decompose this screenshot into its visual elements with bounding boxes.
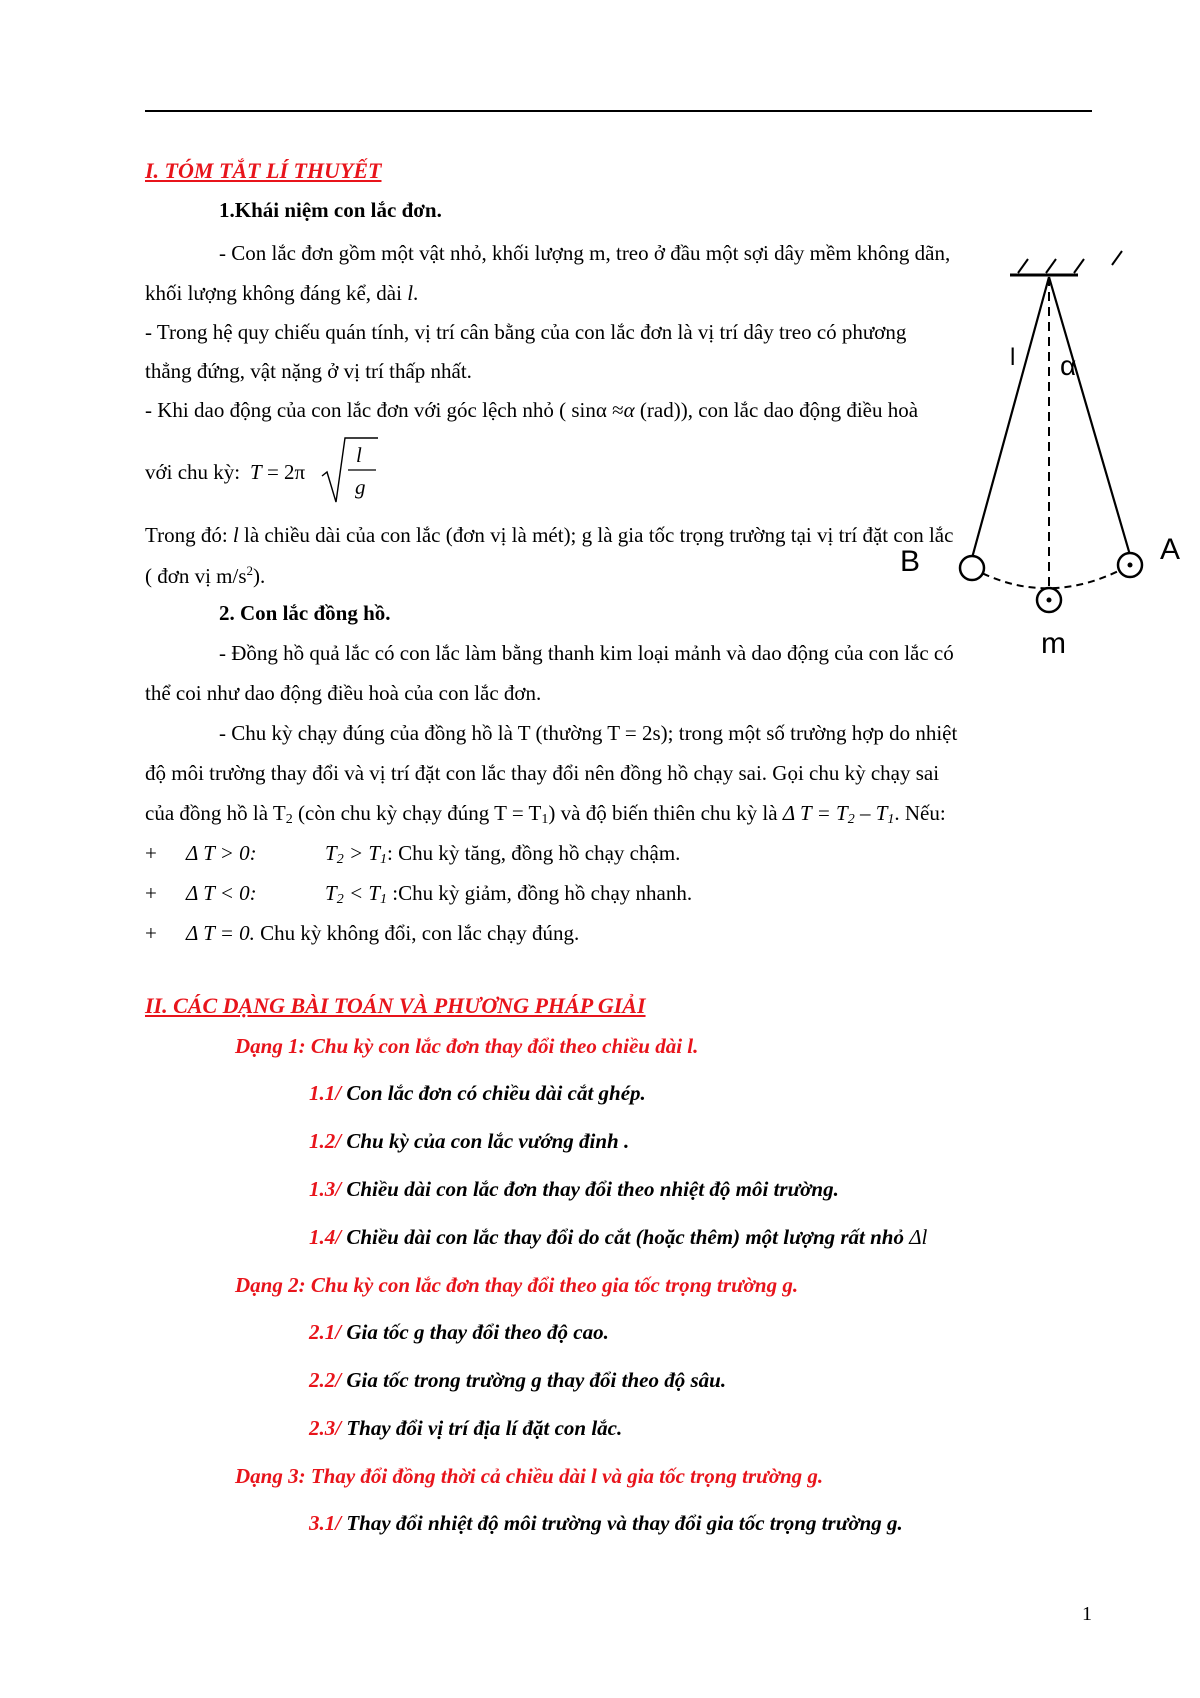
pendulum-diagram [870,235,1200,665]
string-to-A [1049,277,1130,555]
text-run: : Chu kỳ tăng, đồng hồ chạy chậm. [387,841,681,865]
text-run: của đồng hồ là T [145,801,286,825]
paragraph-line: thể coi như dao động điều hoà của con lắc đơn. [145,681,542,705]
subtopic-number: 1.3/ [309,1177,342,1201]
subtopic-number: 1.1/ [309,1081,342,1105]
period-formula [250,462,305,483]
text-run: > T [343,841,381,865]
subtopic-item [309,1322,609,1343]
paragraph-line: - Con lắc đơn gồm một vật nhỏ, khối lượng m, treo ở đầu một sợi dây mềm không dãn, [219,241,951,265]
subtopic-item [309,1179,839,1200]
bob-center-dot [1047,598,1052,603]
text-run: (rad)), con lắc dao động điều hoà [634,398,919,422]
string-to-B [972,277,1049,558]
text-run: :Chu kỳ giảm, đồng hồ chạy nhanh. [387,881,693,905]
bob-B [960,556,984,580]
paragraph-line: - Đồng hồ quả lắc có con lắc làm bằng thanh kim loại mảnh và dao động của con lắc có [219,641,954,665]
subscript: 2 [847,812,855,827]
subheading-clock-pendulum: 2. Con lắc đồng hồ. [219,601,391,625]
subtopic-item [309,1083,646,1104]
text-run: Chu kỳ không đổi, con lắc chạy đúng. [254,921,580,945]
subscript: 2 [285,812,293,827]
subtopic-item [309,1418,622,1439]
paragraph-line [145,803,946,827]
text-run: . Nếu: [894,801,946,825]
form2-heading: Dạng 2: Chu kỳ con lắc đơn thay đổi theo gia tốc trọng trường g. [235,1273,799,1297]
delta-T: Δ T = T [782,801,848,825]
delta-l-symbol: Δl [909,1225,928,1249]
subtopic-item [309,1131,629,1152]
text-run: Trong đó: [145,523,233,547]
text-run: . [413,281,419,305]
form1-heading: Dạng 1: Chu kỳ con lắc đơn thay đổi theo chiều dài l. [235,1034,699,1058]
paragraph-line: với chu kỳ: [145,460,241,484]
subtopic-text: Con lắc đơn có chiều dài cắt ghép. [341,1081,646,1105]
text-run: – T [854,801,888,825]
paragraph-line: - Trong hệ quy chiếu quán tính, vị trí cân bằng của con lắc đơn là vị trí dây treo có phương [145,320,907,344]
case-description [186,923,579,944]
subtopic-text: Gia tốc g thay đổi theo độ cao. [341,1320,609,1344]
text-run: ( đơn vị m/s [145,564,247,588]
approx-symbol: ≈ [612,398,624,422]
case-description [325,883,692,907]
paragraph-line: thẳng đứng, vật nặng ở vị trí thấp nhất. [145,359,472,383]
case-description [325,843,680,867]
formula-eq: = 2π [261,460,306,484]
paragraph-line: - Chu kỳ chạy đúng của đồng hồ là T (thường T = 2s); trong một số trường hợp do nhiệt [219,721,958,745]
case-condition: Δ T < 0: [186,881,257,905]
subtopic-item [309,1513,903,1534]
label-A: A [1160,533,1181,566]
case-row [145,843,157,864]
subtopic-text: Thay đổi nhiệt độ môi trường và thay đổi gia tốc trọng trường g. [341,1511,903,1535]
subscript: 1 [380,852,388,867]
subscript: 2 [336,892,344,907]
text-run: là chiều dài của con lắc (đơn vị là mét); g là gia tốc trọng trường tại vị trí đặt con lắc [238,523,954,547]
case-row [145,883,157,904]
subtopic-number: 2.2/ [309,1368,342,1392]
subscript: 2 [336,852,344,867]
formula-T: T [250,460,262,484]
symbol-l: l [407,281,414,305]
subheading-simple-pendulum: 1.Khái niệm con lắc đơn. [219,198,442,222]
label-B: B [900,545,921,578]
subtopic-number: 1.4/ [309,1225,342,1249]
paragraph-line [145,400,918,421]
subtopic-number: 2.3/ [309,1416,342,1440]
section2-title: II. CÁC DẠNG BÀI TOÁN VÀ PHƯƠNG PHÁP GIẢI [145,993,646,1018]
formula-denominator: g [355,475,366,499]
subtopic-number: 3.1/ [309,1511,342,1535]
page-number: 1 [1082,1603,1092,1625]
subtopic-text: Chiều dài con lắc thay đổi do cắt (hoặc thêm) một lượng rất nhỏ [341,1225,910,1249]
form3-heading: Dạng 3: Thay đổi đồng thời cả chiều dài l và gia tốc trọng trường g. [235,1464,824,1488]
label-l: l [1010,344,1016,371]
subtopic-number: 2.1/ [309,1320,342,1344]
text-run: (còn chu kỳ chạy đúng T = T [292,801,542,825]
section1-title: I. TÓM TẮT LÍ THUYẾT [145,158,382,183]
bob-center-dot [1128,563,1133,568]
sqrt-fraction [320,432,380,508]
case-bullet: + [145,881,157,905]
label-m: m [1041,627,1066,660]
paragraph-line: độ môi trường thay đổi và vị trí đặt con lắc thay đổi nên đồng hồ chạy sai. Gọi chu kỳ chạy sai [145,761,940,785]
formula-numerator: l [356,443,362,467]
subscript: 1 [887,812,895,827]
case-condition: Δ T > 0: [186,841,257,865]
paragraph-line [145,564,265,587]
paragraph-line [145,525,953,546]
subtopic-item [309,1227,927,1248]
case-bullet: + [145,841,157,865]
text-run: - Khi dao động của con lắc đơn với góc lệch nhỏ ( sinα [145,398,613,422]
subscript: 1 [541,812,549,827]
subtopic-item [309,1370,726,1391]
text-run: khối lượng không đáng kể, dài [145,281,408,305]
text-run: ) và độ biến thiên chu kỳ là [548,801,783,825]
swing-arc [972,565,1130,588]
symbol-l: l [232,523,239,547]
header-rule [145,110,1092,112]
subscript: 1 [380,892,388,907]
paragraph-line [145,283,418,304]
case-condition: Δ T = 0. [186,921,255,945]
ceiling-hatch [1018,251,1122,273]
text-run: T [325,881,337,905]
case-bullet: + [145,921,157,945]
subtopic-number: 1.2/ [309,1129,342,1153]
text-run: ). [253,564,266,588]
text-run: < T [343,881,381,905]
superscript: 2 [246,563,254,578]
subtopic-text: Chu kỳ của con lắc vướng đinh . [341,1129,630,1153]
text-run: T [325,841,337,865]
subtopic-text: Gia tốc trong trường g thay đổi theo độ sâu. [341,1368,727,1392]
subtopic-text: Chiều dài con lắc đơn thay đổi theo nhiệt độ môi trường. [341,1177,839,1201]
case-row [145,923,157,944]
label-alpha: α [1060,350,1077,381]
alpha-symbol: α [623,398,635,422]
subtopic-text: Thay đổi vị trí địa lí đặt con lắc. [341,1416,623,1440]
